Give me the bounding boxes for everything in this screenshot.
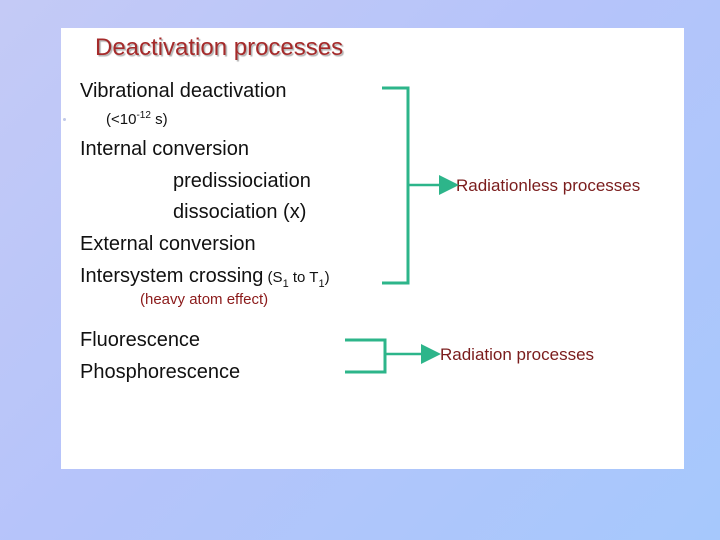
intersystem-t-subscript: 1: [318, 278, 325, 290]
radiationless-processes-label: Radiationless processes: [456, 176, 641, 195]
intersystem-label: Intersystem crossing: [80, 265, 264, 287]
intersystem-paren-close: ): [324, 269, 330, 286]
vibrational-time-prefix: (<10: [106, 111, 137, 128]
external-conversion: External conversion: [80, 233, 256, 255]
vibrational-time-suffix: s): [150, 111, 168, 128]
radiation-bracket: [345, 340, 436, 372]
vibrational-time-exponent: -12: [136, 110, 151, 121]
radiationless-bracket: [382, 88, 454, 283]
intersystem-paren-open: (S: [263, 269, 283, 286]
heavy-atom-effect: (heavy atom effect): [140, 291, 269, 308]
intersystem-s-subscript: 1: [282, 278, 289, 290]
radiationless-bracket-line: [382, 88, 408, 283]
phosphorescence: Phosphorescence: [80, 361, 241, 383]
internal-conversion: Internal conversion: [80, 138, 249, 160]
dissociation: dissociation (x): [173, 201, 307, 223]
radiation-bracket-line: [345, 340, 385, 372]
vibrational-deactivation: Vibrational deactivation: [80, 80, 287, 102]
radiation-processes-label: Radiation processes: [440, 345, 595, 364]
predissociation: predissiociation: [173, 170, 311, 192]
slide-title: Deactivation processes: [95, 34, 344, 61]
fluorescence: Fluorescence: [80, 329, 201, 351]
intersystem-to: to T: [288, 269, 319, 286]
